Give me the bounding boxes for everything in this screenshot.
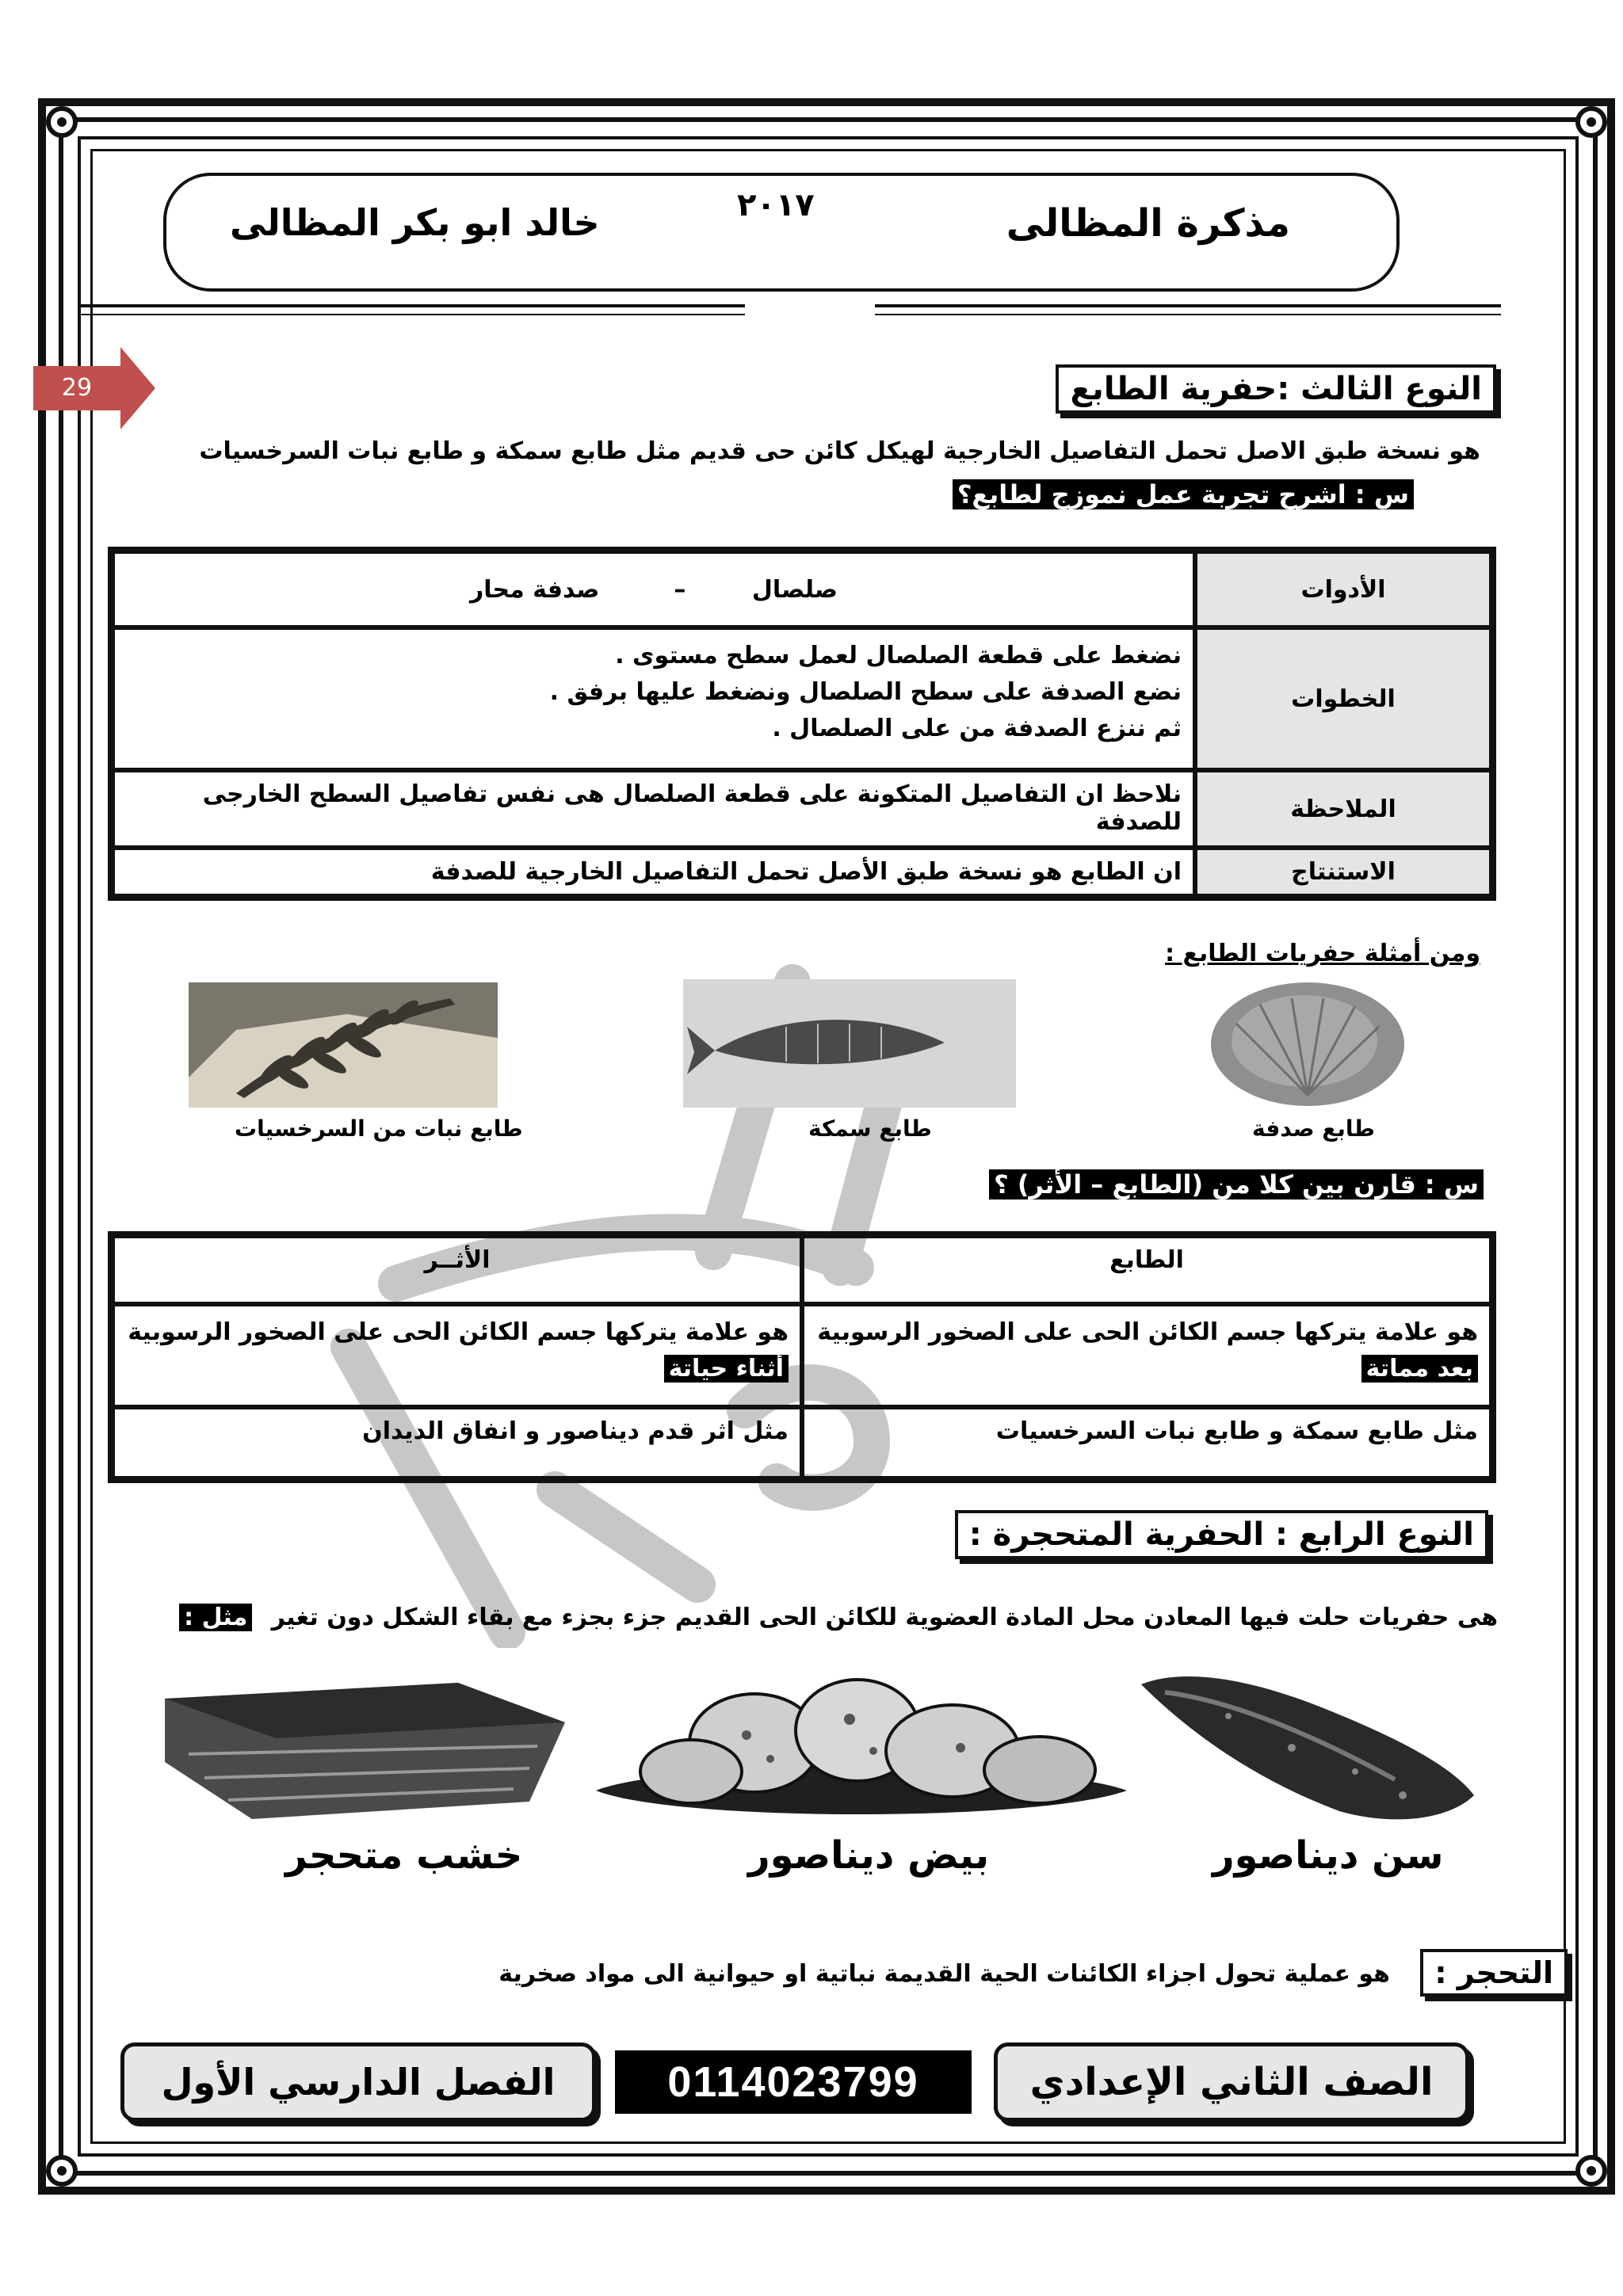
table-row [113, 627, 1491, 770]
section4-title: النوع الرابع : الحفرية المتحجرة : [955, 1510, 1488, 1559]
table-row [113, 551, 1491, 627]
corner-ornament-icon [1575, 2155, 1607, 2187]
table-row [113, 848, 1491, 896]
footer-grade: الصف الثاني الإعدادي [994, 2042, 1469, 2122]
fish-imprint-image [683, 979, 1016, 1108]
fish-caption: طابع سمكة [808, 1116, 932, 1142]
tools-label: الأدوات [1195, 551, 1491, 627]
shell-imprint-image [1205, 976, 1411, 1111]
footer-term: الفصل الدارسي الأول [120, 2042, 596, 2122]
trace-definition [113, 1304, 802, 1407]
section3-title: النوع الثالث :حفرية الطابع [1056, 364, 1496, 414]
header-author: خالد ابو بكر المظالى [230, 201, 600, 244]
fern-caption: طابع نبات من السرخسيات [235, 1116, 523, 1142]
table-row [113, 1407, 1491, 1478]
trace-def-text: هو علامة يتركها جسم الكائن الحى على الصخور الرسوبية [128, 1318, 789, 1346]
tools-text: صلصال – صدفة محار [470, 575, 838, 604]
imprint-def-text: هو علامة يتركها جسم الكائن الحى على الصخور الرسوبية [817, 1318, 1478, 1346]
compare-question: س : قارن بين كلا من (الطابع – الأثر) ؟ [989, 1169, 1484, 1199]
table-row [113, 1304, 1491, 1407]
tools-value [113, 551, 1195, 627]
col-header-imprint: الطابع [802, 1236, 1491, 1304]
conclusion-value: ان الطابع هو نسخة طبق الأصل تحمل التفاصيل الخارجية للصدفة [113, 848, 1195, 896]
col-header-trace: الأثــر [113, 1236, 802, 1304]
header-divider-right [875, 314, 1501, 315]
fern-imprint-image [189, 982, 498, 1108]
page-number-tag: 29 [33, 366, 120, 410]
trace-example: مثل اثر قدم ديناصور و انفاق الديدان [113, 1407, 802, 1478]
eggs-caption: بيض ديناصور [748, 1833, 990, 1878]
petrification-label: التحجر : [1420, 1949, 1568, 1997]
compare-table [108, 1231, 1496, 1483]
section4-example-tag: مثل : [179, 1604, 252, 1631]
wood-caption: خشب متحجر [285, 1833, 523, 1878]
step-2: نضع الصدفة على سطح الصلصال ونضغط عليها برفق . [549, 678, 1182, 706]
steps-label: الخطوات [1195, 627, 1491, 770]
table-row [113, 770, 1491, 848]
section3-question: س : اشرح تجربة عمل نموزج لطابع؟ [953, 479, 1414, 509]
header-year: ٢٠١٧ [737, 187, 815, 223]
trace-highlight: أثناء حياتة [664, 1355, 789, 1383]
corner-ornament-icon [46, 2155, 78, 2187]
imprint-highlight: بعد مماتة [1361, 1355, 1478, 1383]
imprint-example: مثل طابع سمكة و طابع نبات السرخسيات [802, 1407, 1491, 1478]
step-3: ثم ننزع الصدفة من على الصلصال . [772, 715, 1182, 742]
examples-heading: ومن أمثلة حفريات الطابع : [1165, 940, 1480, 967]
footer-phone: 0114023799 [615, 2050, 972, 2114]
tooth-caption: سن ديناصور [1212, 1833, 1444, 1878]
observation-value: نلاحظ ان التفاصيل المتكونة على قطعة الصلصال هى نفس تفاصيل السطح الخارجى للصدفة [113, 770, 1195, 848]
header-divider-right [875, 304, 1501, 307]
corner-ornament-icon [1575, 106, 1607, 138]
shell-caption: طابع صدفة [1252, 1116, 1375, 1142]
conclusion-label: الاستنتاج [1195, 848, 1491, 896]
petrified-wood-image [157, 1667, 569, 1822]
dinosaur-tooth-image [1133, 1661, 1482, 1827]
table-row [113, 1236, 1491, 1304]
header-title: مذكرة المظالى [1006, 201, 1290, 246]
steps-value [113, 627, 1195, 770]
header-divider-left [79, 304, 745, 307]
petrification-text: هو عملية تحول اجزاء الكائنات الحية القديمة نباتية او حيوانية الى مواد صخرية [498, 1960, 1390, 1988]
header-divider-left [79, 314, 745, 315]
observation-label: الملاحظة [1195, 770, 1491, 848]
corner-ornament-icon [46, 106, 78, 138]
step-1: نضغط على قطعة الصلصال لعمل سطح مستوى . [615, 642, 1182, 669]
imprint-definition [802, 1304, 1491, 1407]
dinosaur-eggs-image [596, 1672, 1127, 1822]
experiment-table [108, 547, 1496, 901]
section3-definition: هو نسخة طبق الاصل تحمل التفاصيل الخارجية لهيكل كائن حى قديم مثل طابع سمكة و طابع نبات السرخسيات [199, 437, 1480, 465]
section4-definition [179, 1604, 1498, 1631]
section4-definition-text: هى حفريات حلت فيها المعادن محل المادة العضوية للكائن الحى القديم جزء بجزء مع بقاء الشكل دون تغير [271, 1604, 1498, 1631]
